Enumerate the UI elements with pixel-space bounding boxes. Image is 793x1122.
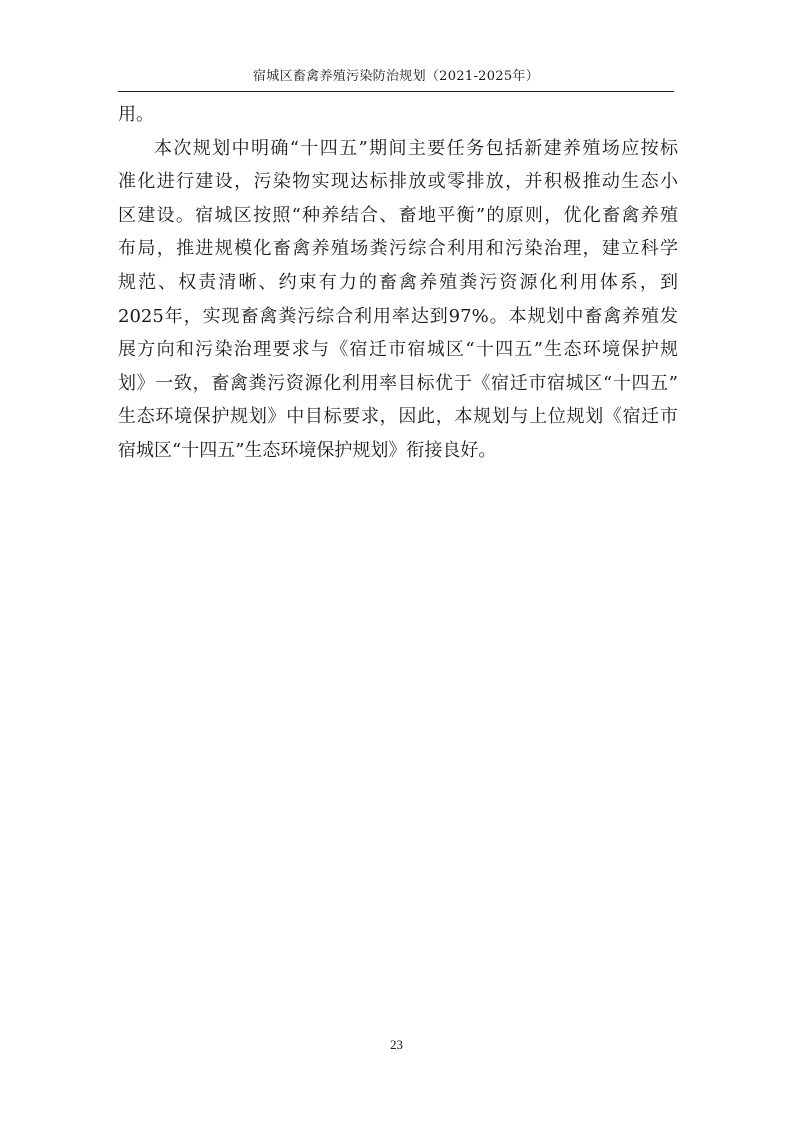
page-header: 宿城区畜禽养殖污染防治规划（2021-2025年） (252, 69, 540, 84)
paragraph-line: 区建设。宿城区按照“种养结合、畜地平衡”的原则，优化畜禽养殖 (118, 204, 678, 226)
paragraph-line: 布局，推进规模化畜禽养殖场粪污综合利用和污染治理，建立科学 (118, 238, 678, 260)
paragraph-line: 2025年，实现畜禽粪污综合利用率达到97%。本规划中畜禽养殖发 (118, 305, 678, 327)
paragraph-line: 准化进行建设，污染物实现达标排放或零排放，并积极推动生态小 (118, 171, 678, 193)
paragraph-line: 本次规划中明确“十四五”期间主要任务包括新建养殖场应按标 (154, 137, 678, 159)
paragraph-line: 规范、权责清晰、约束有力的畜禽养殖粪污资源化利用体系，到 (118, 271, 678, 293)
paragraph-line: 用。 (118, 104, 154, 125)
paragraph-line: 生态环境保护规划》中目标要求，因此，本规划与上位规划《宿迁市 (118, 406, 678, 428)
header-divider (118, 91, 674, 92)
body-text (118, 98, 678, 468)
paragraph-line: 展方向和污染治理要求与《宿迁市宿城区“十四五”生态环境保护规 (118, 339, 678, 361)
page-number: 23 (390, 1037, 403, 1052)
paragraph-line: 宿城区“十四五”生态环境保护规划》衔接良好。 (118, 439, 497, 461)
paragraph-line: 划》一致，畜禽粪污资源化利用率目标优于《宿迁市宿城区“十四五” (118, 372, 678, 394)
